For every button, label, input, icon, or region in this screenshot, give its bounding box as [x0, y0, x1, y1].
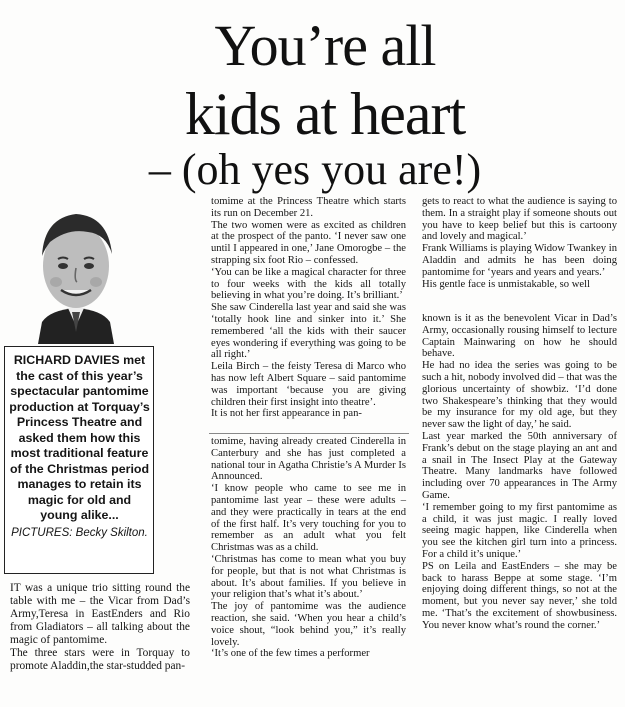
article-column-1: [10, 582, 190, 673]
paragraph: Last year marked the 50th anniversary of Frank’s debut on the stage playing an ant and a snail in The Insect Play at the Gateway Theatre. Many landmarks have followed including over 70 appearances in The Army Game.: [422, 430, 617, 501]
paragraph: ‘It’s one of the few times a performer: [211, 648, 370, 660]
paragraph: The two women were as excited as children at the prospect of the panto. ‘I never saw one until I appeared in one,’ Jane Omorogbe – the strapping six foot Rio – confessed.: [211, 219, 406, 266]
picture-credit: PICTURES: Becky Skilton.: [11, 526, 148, 539]
paragraph: ‘Christmas has come to mean what you buy for people, but that is not what Christmas is about. It’s about families. If you believe in your religion that’s what it’s about.’: [211, 553, 406, 601]
intro-text: RICHARD DAVIES met the cast of this year’s spectacular pantomime production at Torquay’s Princess Theatre and asked them how this most traditional feature of the Christmas period manages to retain its magic for old and young alike...: [9, 353, 150, 522]
intro-box: [4, 346, 154, 574]
paragraph: IT was a unique trio sitting round the table with me – the Vicar from Dad’s Army,Teresa in EastEnders and Rio from Gladiators – all talking about the magic of pantomime.: [10, 582, 190, 646]
paragraph: known is it as the benevolent Vicar in Dad’s Army, occasionally rousing himself to lecture Captain Mainwaring on how he should behave.: [422, 313, 617, 360]
article-column-2-top: [211, 196, 406, 420]
article-column-2-bottom: [211, 436, 406, 660]
paragraph: His gentle face is unmistakable, so well: [422, 278, 590, 290]
paragraph: Leila Birch – the feisty Teresa di Marco who has now left Albert Square – said pantomime was important ‘because you are giving children their first insight into theatre’.: [211, 361, 406, 408]
column-divider: [209, 433, 409, 434]
paragraph: It is not her first appearance in pan-: [211, 408, 362, 420]
paragraph: Frank Williams is playing Widow Twankey in Aladdin and admits he has been doing pantomime for ‘years and years and years.’: [422, 243, 617, 278]
paragraph: gets to react to what the audience is saying to them. In a straight play if someone shouts out you have to keep belief but this is cartoony and lovely and magical.’: [422, 196, 617, 243]
article-column-3-top: [422, 196, 617, 290]
headline-line-2: kids at heart: [184, 81, 466, 147]
paragraph: He had no idea the series was going to be such a hit, nobody involved did – that was the glorious uncertainty of showbiz. ‘I’d done two Shakespeare’s thinking that they would be my insurance for my old age, but they never saw the light of day,’ he said.: [422, 360, 617, 431]
headline-line-3: – (oh yes you are!): [148, 145, 482, 194]
paragraph: The joy of pantomime was the audience reaction, she said. ‘When you hear a child’s voice shout, “look behind you,” it’s really lovely.: [211, 601, 406, 648]
paragraph: The three stars were in Torquay to promote Aladdin,the star-studded pan-: [10, 647, 190, 672]
paragraph: She saw Cinderella last year and said she was ‘totally hook line and sinker into it.’ She remembered ‘all the kids with their saucer eyes wondering if everything was going to be all right.’: [211, 302, 406, 361]
paragraph: ‘I remember going to my first pantomime as a child, it was just magic. I really loved seeing magic happen, like Cinderella when you see the kitchen girl turn into a princess. For a child it’s unique.’: [422, 501, 617, 560]
paragraph: ‘You can be like a magical character for three to four weeks with the kids all totally believing in what you’re doing. It’s brilliant.’: [211, 266, 406, 302]
paragraph: tomime, having already created Cinderella in Canterbury and she has just completed a national tour in Agatha Christie’s A Murder Is Announced.: [211, 436, 406, 483]
article-column-3-bottom: [422, 313, 617, 632]
paragraph: tomime at the Princess Theatre which starts its run on December 21.: [211, 196, 406, 219]
paragraph: PS on Leila and EastEnders – she may be back to harass Beppe at some stage. ‘I’m enjoying doing different things, so not at the moment, but you never say never,’ she told me. ‘That’s the excitement of showbusiness. You never know what’s round the corner.’: [422, 560, 617, 631]
headline-line-1: You’re all: [214, 13, 436, 78]
paragraph: ‘I know people who came to see me in pantomime last year – these were adults – and they were practically in tears at the end of the first half. It’s very touching for you to remember as an adult what you felt Christmas was as a child.: [211, 483, 406, 554]
portrait-photo: [28, 204, 124, 344]
